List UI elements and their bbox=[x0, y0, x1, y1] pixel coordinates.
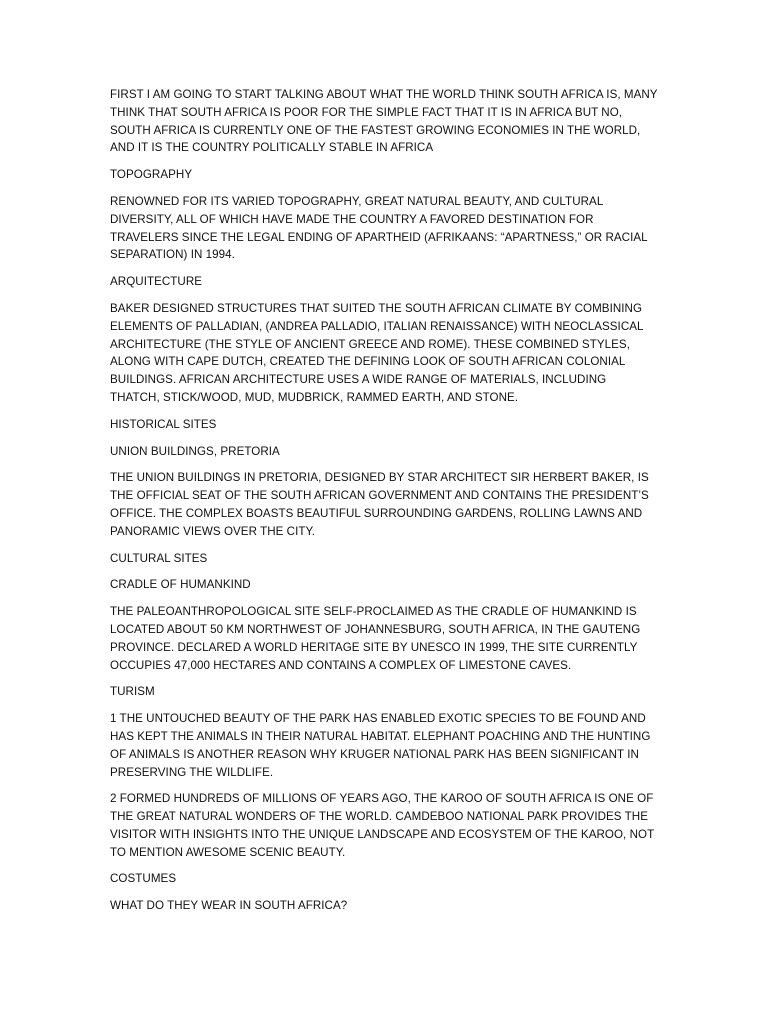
document-page bbox=[110, 86, 658, 924]
heading-tourism: TURISM bbox=[110, 685, 155, 699]
heading-topography: TOPOGRAPHY bbox=[110, 168, 193, 182]
heading-costumes: COSTUMES bbox=[110, 872, 177, 886]
heading-architecture: ARQUITECTURE bbox=[110, 275, 203, 289]
heading-cradle-of-humankind: CRADLE OF HUMANKIND bbox=[110, 578, 251, 592]
topography-paragraph: RENOWNED FOR ITS VARIED TOPOGRAPHY, GREAT NATURAL BEAUTY, AND CULTURAL DIVERSITY, ALL OF WHICH HAVE MADE THE COUNTRY A FAVORED DESTINATION FOR TRAVELERS SINCE THE LEGAL ENDING OF APARTHEID (AFRIKAANS: “APARTNESS,” OR RACIAL SEPARATION) IN 1994. bbox=[110, 194, 648, 262]
architecture-paragraph: BAKER DESIGNED STRUCTURES THAT SUITED THE SOUTH AFRICAN CLIMATE BY COMBINING ELEMENTS OF PALLADIAN, (ANDREA PALLADIO, ITALIAN RENAISSANCE) WITH NEOCLASSICAL ARCHITECTURE (THE STYLE OF ANCIENT GREECE AND ROME). THESE COMBINED STYLES, ALONG WITH CAPE DUTCH, CREATED THE DEFINING LOOK OF SOUTH AFRICAN COLONIAL BUILDINGS. AFRICAN ARCHITECTURE USES A WIDE RANGE OF MATERIALS, INCLUDING THATCH, STICK/WOOD, MUD, MUDBRICK, RAMMED EARTH, AND STONE. bbox=[110, 301, 644, 404]
tourism-paragraph-1: 1 THE UNTOUCHED BEAUTY OF THE PARK HAS ENABLED EXOTIC SPECIES TO BE FOUND AND HAS KEPT THE ANIMALS IN THEIR NATURAL HABITAT. ELEPHANT POACHING AND THE HUNTING OF ANIMALS IS ANOTHER REASON WHY KRUGER NATIONAL PARK HAS BEEN SIGNIFICANT IN PRESERVING THE WILDLIFE. bbox=[110, 712, 651, 779]
heading-cultural-sites: CULTURAL SITES bbox=[110, 551, 208, 565]
heading-union-buildings: UNION BUILDINGS, PRETORIA bbox=[110, 444, 280, 458]
intro-paragraph: FIRST I AM GOING TO START TALKING ABOUT WHAT THE WORLD THINK SOUTH AFRICA IS, MANY THINK THAT SOUTH AFRICA IS POOR FOR THE SIMPLE FACT THAT IT IS IN AFRICA BUT NO, SOUTH AFRICA IS CURRENTLY ONE OF THE FASTEST GROWING ECONOMIES IN THE WORLD, AND IT IS THE COUNTRY POLITICALLY STABLE IN AFRICA bbox=[110, 88, 658, 155]
heading-historical-sites: HISTORICAL SITES bbox=[110, 417, 217, 431]
tourism-paragraph-2: 2 FORMED HUNDREDS OF MILLIONS OF YEARS AGO, THE KAROO OF SOUTH AFRICA IS ONE OF THE GREAT NATURAL WONDERS OF THE WORLD. CAMDEBOO NATIONAL PARK PROVIDES THE VISITOR WITH INSIGHTS INTO THE UNIQUE LANDSCAPE AND ECOSYSTEM OF THE KAROO, NOT TO MENTION AWESOME SCENIC BEAUTY. bbox=[110, 792, 654, 859]
heading-what-they-wear: WHAT DO THEY WEAR IN SOUTH AFRICA? bbox=[110, 899, 348, 913]
union-buildings-paragraph: THE UNION BUILDINGS IN PRETORIA, DESIGNED BY STAR ARCHITECT SIR HERBERT BAKER, IS THE OFFICIAL SEAT OF THE SOUTH AFRICAN GOVERNMENT AND CONTAINS THE PRESIDENT’S OFFICE. THE COMPLEX BOASTS BEAUTIFUL SURROUNDING GARDENS, ROLLING LAWNS AND PANORAMIC VIEWS OVER THE CITY. bbox=[110, 471, 649, 538]
cradle-paragraph: THE PALEOANTHROPOLOGICAL SITE SELF-PROCLAIMED AS THE CRADLE OF HUMANKIND IS LOCATED ABOUT 50 KM NORTHWEST OF JOHANNESBURG, SOUTH AFRICA, IN THE GAUTENG PROVINCE. DECLARED A WORLD HERITAGE SITE BY UNESCO IN 1999, THE SITE CURRENTLY OCCUPIES 47,000 HECTARES AND CONTAINS A COMPLEX OF LIMESTONE CAVES. bbox=[110, 605, 641, 672]
